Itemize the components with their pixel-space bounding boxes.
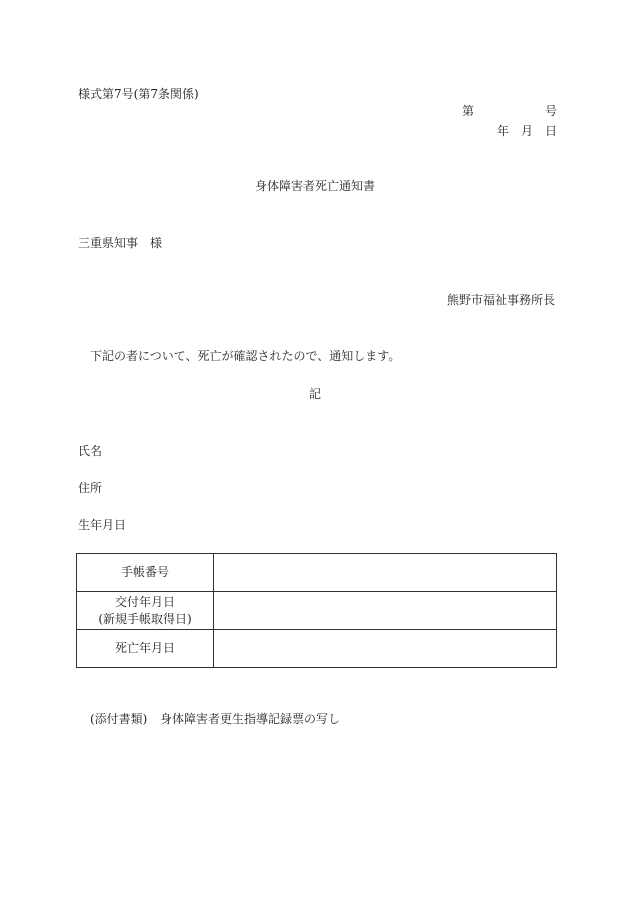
attachment-label: (添付書類) (90, 712, 148, 726)
table-row-label (77, 592, 214, 630)
row-label-text: 手帳番号 (120, 565, 169, 580)
table-row-label (77, 554, 214, 592)
table-row-value (214, 554, 557, 592)
ki-heading: 記 (308, 387, 321, 401)
document-title: 身体障害者死亡通知書 (254, 179, 375, 193)
row-label-text: 交付年月日 (114, 595, 175, 610)
form-number: 様式第7号(第7条関係) (78, 87, 199, 101)
date-month-label: 月 (521, 124, 534, 138)
name-field-label: 氏名 (78, 444, 103, 458)
table-row-label (77, 630, 214, 668)
table-row (77, 592, 557, 630)
addressee: 三重県知事 様 (78, 236, 163, 250)
row-label-text: 死亡年月日 (114, 641, 175, 656)
document-number-prefix: 第 (462, 104, 475, 118)
row-sublabel-text: (新規手帳取得日) (98, 611, 192, 626)
info-table (76, 553, 557, 668)
body-text: 下記の者について、死亡が確認されたので、通知します。 (90, 349, 401, 363)
attachment-text: 身体障害者更生指導記録票の写し (160, 712, 341, 726)
table-row (77, 630, 557, 668)
table-row-value (214, 630, 557, 668)
address-field-label: 住所 (78, 481, 103, 495)
document-number-suffix: 号 (545, 104, 558, 118)
date-year-label: 年 (497, 124, 510, 138)
birthdate-field-label: 生年月日 (78, 518, 127, 532)
date-day-label: 日 (545, 124, 558, 138)
table-row-value (214, 592, 557, 630)
sender: 熊野市福祉事務所長 (446, 293, 555, 307)
table-row (77, 554, 557, 592)
